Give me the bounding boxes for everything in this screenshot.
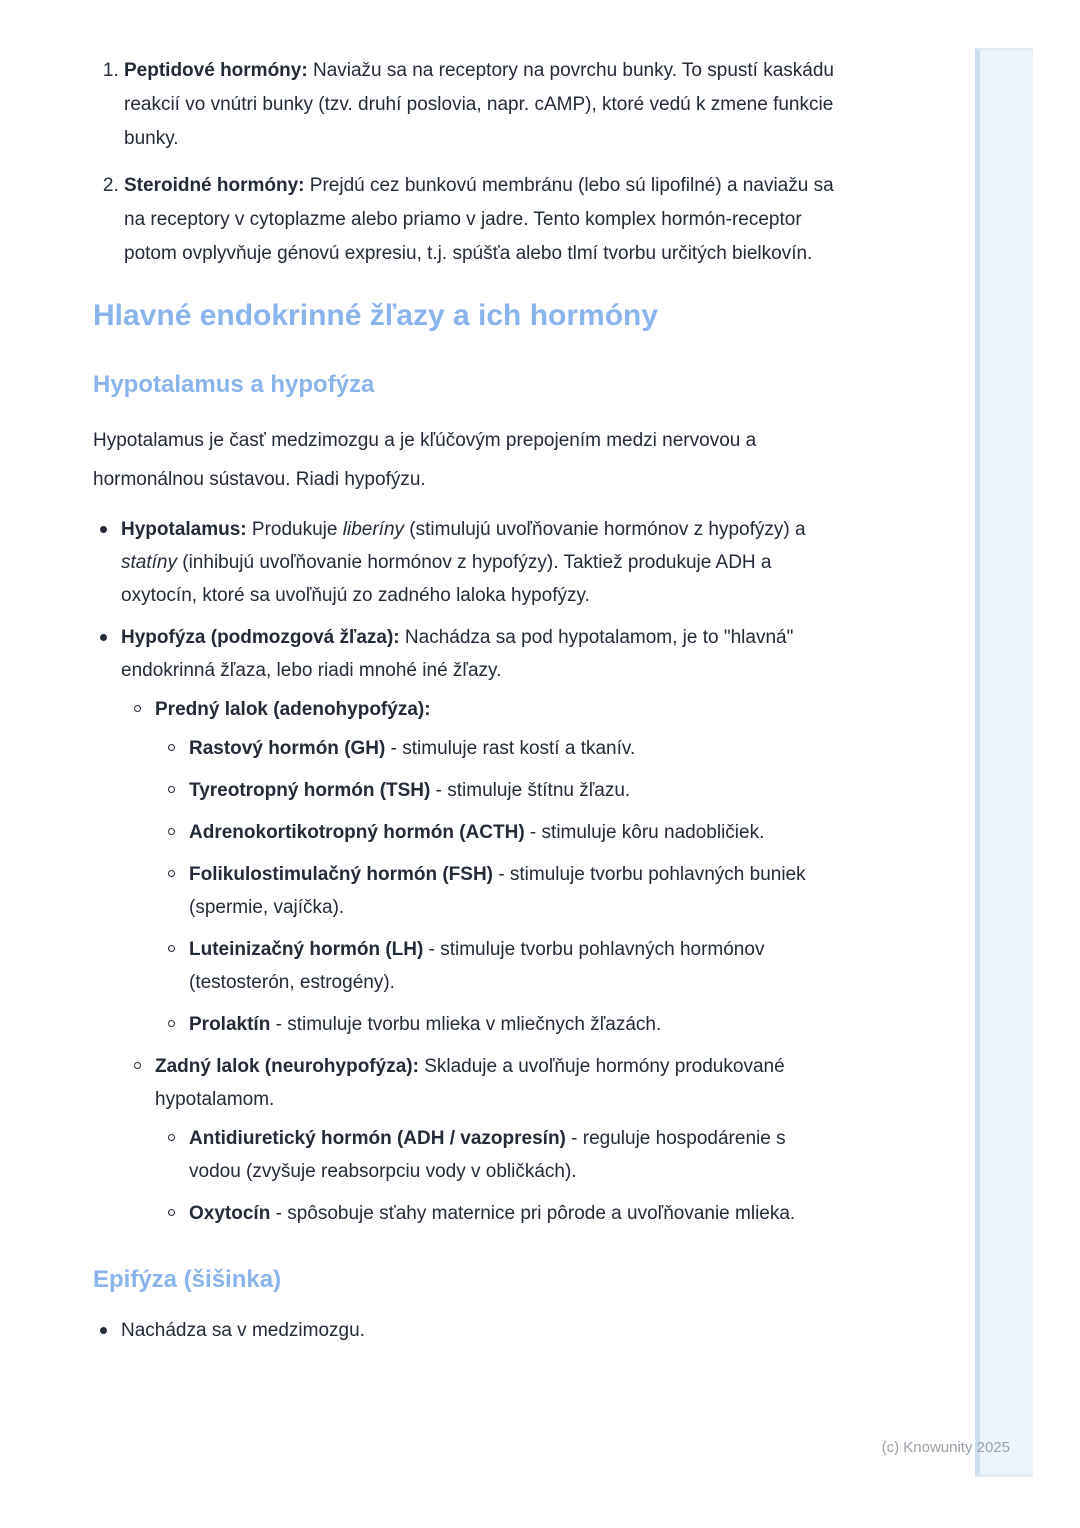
main-heading: Hlavné endokrinné žľazy a ich hormóny	[93, 299, 659, 332]
list-item	[121, 693, 838, 1041]
list-item	[155, 774, 838, 807]
list-item-text: Predný lalok (adenohypofýza):	[155, 699, 431, 720]
numbered-list	[93, 54, 838, 271]
list-item	[155, 858, 838, 924]
list-item-text: Oxytocín - spôsobuje sťahy maternice pri pôrode a uvoľňovanie mlieka.	[189, 1203, 796, 1224]
scrollbar-track[interactable]	[975, 48, 1033, 1477]
subheading-epiphysis: Epifýza (šišinka)	[93, 1266, 282, 1293]
list-item-text: Folikulostimulačný hormón (FSH) - stimuluje tvorbu pohlavných buniek (spermie, vajíčka).	[189, 864, 806, 918]
copyright-footer: (c) Knowunity 2025	[881, 1439, 1010, 1456]
list-item-text: Tyreotropný hormón (TSH) - stimuluje štítnu žľazu.	[189, 780, 631, 801]
list-item	[124, 169, 838, 271]
list-item-text: Hypofýza (podmozgová žľaza): Nachádza sa pod hypotalamom, je to "hlavná" endokrinná žľaza, lebo riadi mnohé iné žľazy.	[121, 627, 794, 681]
list-item-text: Rastový hormón (GH) - stimuluje rast kostí a tkanív.	[189, 738, 636, 759]
epiphysis-list	[93, 1314, 838, 1347]
list-item	[93, 1314, 838, 1347]
list-item-text: Hypotalamus: Produkuje liberíny (stimulujú uvoľňovanie hormónov z hypofýzy) a statíny (inhibujú uvoľňovanie hormónov z hypofýzy). Taktiež produkuje ADH a oxytocín, ktoré sa uvoľňujú zo zadného laloka hypofýzy.	[121, 519, 806, 606]
list-item	[155, 1122, 838, 1188]
list-item	[93, 513, 838, 612]
list-item-text: Adrenokortikotropný hormón (ACTH) - stimuluje kôru nadobličiek.	[189, 822, 765, 843]
list-item	[155, 1197, 838, 1230]
list-item-text: Nachádza sa v medzimozgu.	[121, 1320, 365, 1341]
list-item	[155, 732, 838, 765]
list-item-text: Luteinizačný hormón (LH) - stimuluje tvorbu pohlavných hormónov (testosterón, estrogény).	[189, 939, 765, 993]
subheading-hypothalamus: Hypotalamus a hypofýza	[93, 371, 375, 398]
glands-list	[93, 513, 838, 1230]
list-item	[93, 621, 838, 1230]
document-page	[93, 40, 838, 1356]
list-item	[121, 1050, 838, 1230]
list-item-text: Antidiuretický hormón (ADH / vazopresín) - reguluje hospodárenie s vodou (zvyšuje reabsorpciu vody v obličkách).	[189, 1128, 786, 1182]
nested-list	[121, 693, 838, 1230]
nested-list	[155, 1122, 838, 1230]
list-item	[155, 933, 838, 999]
list-item-text: 2. Steroidné hormóny: Prejdú cez bunkovú membránu (lebo sú lipofilné) a naviažu sa na receptory v cytoplazme alebo priamo v jadre. Tento komplex hormón-receptor potom ovplyvňuje génovú expresiu, t.j. spúšťa alebo tlmí tvorbu určitých bielkovín.	[124, 175, 834, 264]
intro-paragraph: Hypotalamus je časť medzimozgu a je kľúčovým prepojením medzi nervovou a hormonálnou sústavou. Riadi hypofýzu.	[93, 430, 757, 490]
list-item	[155, 816, 838, 849]
list-item	[124, 54, 838, 156]
list-item-text: Zadný lalok (neurohypofýza): Skladuje a uvoľňuje hormóny produkované hypotalamom.	[155, 1056, 785, 1110]
nested-list	[155, 732, 838, 1041]
list-item-text: Prolaktín - stimuluje tvorbu mlieka v mliečnych žľazách.	[189, 1014, 662, 1035]
list-item	[155, 1008, 838, 1041]
list-item-text: 1. Peptidové hormóny: Naviažu sa na receptory na povrchu bunky. To spustí kaskádu reakcií vo vnútri bunky (tzv. druhí poslovia, napr. cAMP), ktoré vedú k zmene funkcie bunky.	[124, 60, 835, 149]
